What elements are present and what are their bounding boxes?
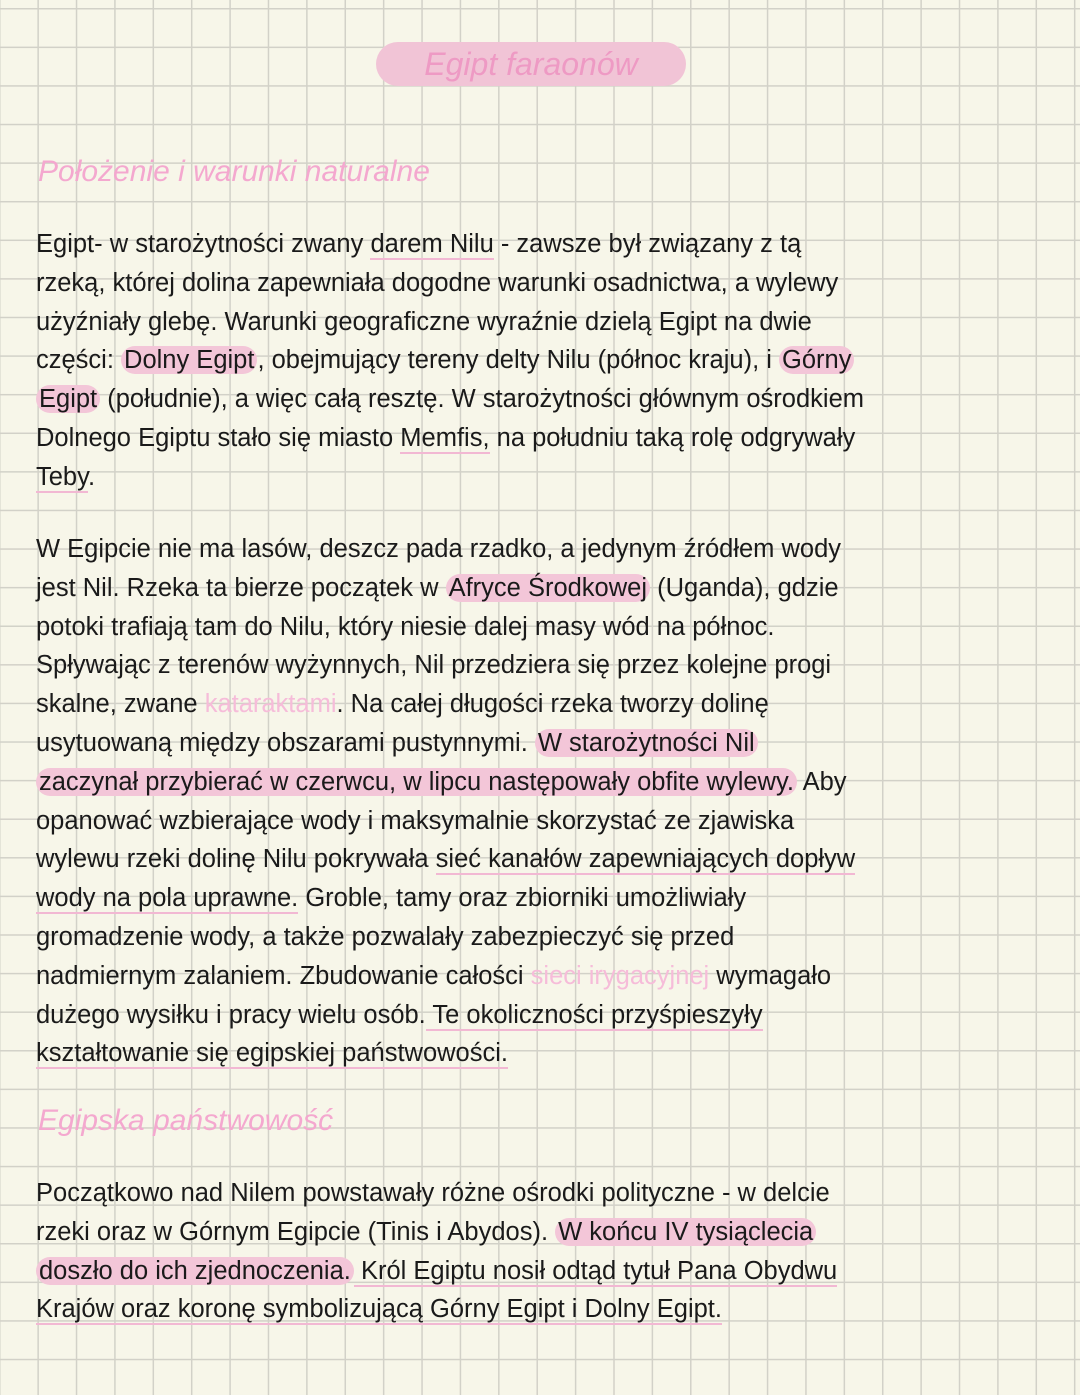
text-segment: nadmiernym zalaniem. Zbudowanie całości [36, 961, 531, 990]
highlighted-text: Egipt [36, 385, 100, 413]
text-line [36, 763, 855, 802]
pink-term: kataraktami [204, 690, 337, 719]
text-line [36, 569, 855, 608]
text-segment: opanować wzbierające wody i maksymalnie skorzystać ze zjawiska [36, 806, 795, 835]
text-segment: Groble, tamy oraz zbiorniki umożliwiały [298, 884, 747, 913]
text-segment: (południe), a więc całą resztę. W starożytności głównym ośrodkiem [100, 385, 864, 414]
text-line [36, 341, 864, 380]
text-segment: Początkowo nad Nilem powstawały różne ośrodki polityczne - w delcie [36, 1179, 830, 1207]
text-segment: dużego wysiłku i pracy wielu osób. [36, 1000, 426, 1029]
text-segment: wymagało [709, 961, 832, 990]
text-segment: użyźniały glebę. Warunki geograficzne wyraźnie dzielą Egipt na dwie [36, 307, 812, 336]
section-heading-location: Położenie i warunki naturalne [38, 155, 430, 188]
text-line [36, 646, 855, 685]
text-line [36, 802, 855, 841]
text-segment: Egipt- w starożytności zwany [36, 230, 371, 258]
text-segment: . Na całej długości rzeka tworzy dolinę [336, 690, 769, 719]
pink-term: sieci irygacyjnej [530, 961, 710, 990]
paragraph-statehood [36, 1174, 837, 1329]
text-segment: jest Nil. Rzeka ta bierze początek w [36, 573, 446, 602]
underlined-text: Memfis, [400, 423, 490, 452]
text-line [36, 225, 864, 264]
text-segment: gromadzenie wody, a także pozwalały zabezpieczyć się przed [36, 922, 735, 951]
text-segment: części: [36, 346, 122, 375]
underlined-text: Krajów oraz koronę symbolizującą Górny Egipt i Dolny Egipt. [36, 1295, 722, 1324]
text-segment: Aby [796, 767, 847, 796]
text-segment: . [87, 462, 96, 491]
text-segment: (Uganda), gdzie [650, 573, 839, 602]
text-line [36, 918, 855, 957]
text-segment: Dolnego Egiptu stało się miasto [36, 423, 401, 452]
text-line [36, 303, 864, 342]
text-segment: wylewu rzeki dolinę Nilu pokrywała [36, 845, 436, 874]
highlighted-text: Afryce Środkowej [446, 574, 650, 602]
underlined-text: Te okoliczności przyśpieszyły [425, 1000, 763, 1029]
underlined-text: sieć kanałów zapewniających dopływ [435, 845, 856, 874]
highlighted-text: Dolny Egipt [121, 346, 257, 374]
page-title: Egipt faraonów [376, 42, 686, 86]
underlined-text: Król Egiptu nosił odtąd tytuł Pana Obydwu [353, 1256, 838, 1285]
text-line [36, 1252, 837, 1291]
text-line [36, 608, 855, 647]
text-line [36, 724, 855, 763]
text-line [36, 1034, 855, 1073]
text-line [36, 1174, 837, 1213]
text-segment: , obejmujący tereny delty Nilu (północ kraju), i [257, 346, 779, 375]
paragraph-location [36, 225, 864, 497]
section-heading-statehood: Egipska państwowość [38, 1104, 334, 1137]
text-line [36, 419, 864, 458]
text-line [36, 458, 864, 497]
text-segment: usytuowaną między obszarami pustynnymi. [36, 728, 535, 757]
text-line [36, 957, 855, 996]
text-line [36, 996, 855, 1035]
text-line [36, 1213, 837, 1252]
text-line [36, 530, 855, 569]
text-segment: skalne, zwane [36, 690, 205, 719]
text-line [36, 840, 855, 879]
highlighted-text: Górny [779, 346, 854, 374]
highlighted-text: W końcu IV tysiąclecia [555, 1218, 816, 1246]
underlined-text: Teby [36, 462, 88, 491]
text-segment: - zawsze był związany z tą [493, 230, 802, 258]
text-segment: W Egipcie nie ma lasów, deszcz pada rzadko, a jedynym źródłem wody [36, 535, 842, 563]
text-segment: rzeką, której dolina zapewniała dogodne warunki osadnictwa, a wylewy [36, 268, 839, 297]
text-segment: Spływając z terenów wyżynnych, Nil przedziera się przez kolejne progi [36, 651, 832, 680]
text-segment: potoki trafiają tam do Nilu, który niesie dalej masy wód na północ. [36, 612, 775, 641]
highlighted-text: doszło do ich zjednoczenia. [36, 1257, 354, 1285]
text-segment: rzeki oraz w Górnym Egipcie (Tinis i Abydos). [36, 1217, 556, 1246]
highlighted-text: zaczynał przybierać w czerwcu, w lipcu następowały obfite wylewy. [36, 768, 797, 796]
underlined-text: darem Nilu [370, 230, 494, 258]
text-line [36, 1290, 837, 1329]
text-segment: na południu taką rolę odgrywały [489, 423, 856, 452]
paragraph-nile [36, 530, 855, 1073]
underlined-text: wody na pola uprawne. [36, 884, 299, 913]
text-line [36, 879, 855, 918]
text-line [36, 380, 864, 419]
underlined-text: kształtowanie się egipskiej państwowości. [36, 1039, 508, 1068]
highlighted-text: W starożytności Nil [535, 729, 758, 757]
text-line [36, 685, 855, 724]
text-line [36, 264, 864, 303]
